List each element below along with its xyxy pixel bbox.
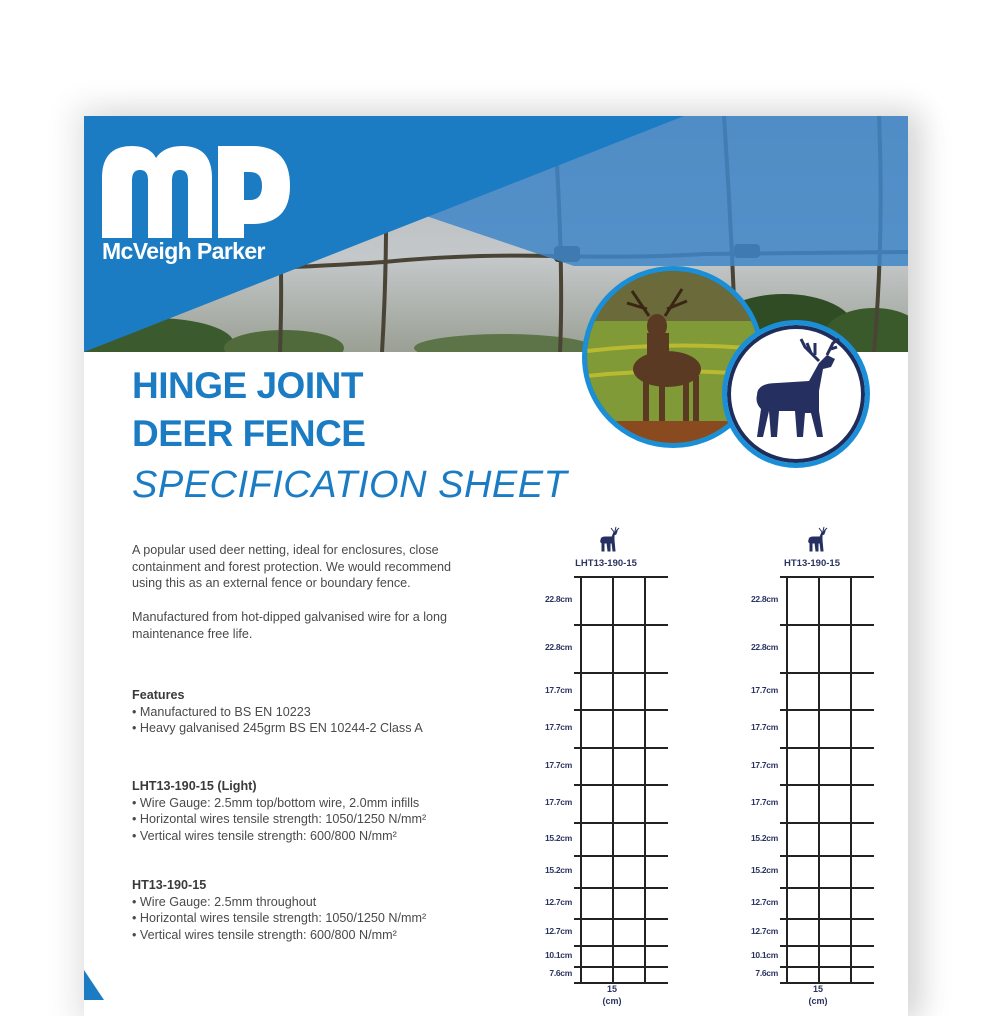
text-line: using this as an external fence or boundary fence. [132,576,411,590]
feature-item: • Heavy galvanised 245grm BS EN 10244-2 Class A [132,721,423,735]
spacing-label: 22.8cm [544,594,572,604]
fence-diagram-ht [734,526,894,1006]
horizontal-wire [574,966,668,968]
horizontal-wire [780,784,874,786]
text-line: Manufactured from hot-dipped galvanised wire for a long [132,610,448,624]
horizontal-wire [780,822,874,824]
vertical-wire [612,576,614,982]
intro-paragraph-1 [132,542,512,592]
spacing-label: 17.7cm [544,722,572,732]
deer-silhouette-badge [722,320,870,468]
fence-diagram-lht [528,526,688,1006]
spec-item: • Wire Gauge: 2.5mm top/bottom wire, 2.0mm infills [132,795,420,810]
feature-item: • Manufactured to BS EN 10223 [132,704,311,719]
spec-item: • Wire Gauge: 2.5mm throughout [132,894,317,909]
title-line-1: HINGE JOINT [132,365,363,406]
horizontal-wire [574,822,668,824]
spacing-label: 17.7cm [750,797,778,807]
page-subtitle: SPECIFICATION SHEET [132,464,568,506]
intro-paragraph-2 [132,609,512,642]
horizontal-wire [780,887,874,889]
spacing-label: 7.6cm [549,968,572,978]
spacing-label: 15.2cm [544,832,572,843]
spacing-label: 22.8cm [750,594,778,604]
features-heading: Features [132,688,185,702]
horizontal-wire [780,966,874,968]
deer-icon [598,526,620,552]
horizontal-wire [780,945,874,947]
deer-icon [727,325,865,463]
horizontal-wire [574,918,668,920]
horizontal-wire [574,945,668,947]
x-axis-unit: (cm) [808,996,828,1006]
brand-name: McVeigh Parker [102,238,265,264]
spacing-label: 15.2cm [750,865,778,875]
product-heading: LHT13-190-15 (Light) [132,779,257,793]
horizontal-wire [780,709,874,711]
vertical-wire [786,576,788,982]
text-line: containment and forest protection. We would recommend [132,559,451,574]
vertical-wire [818,576,820,982]
diagram-title: HT13-190-15 [784,558,840,569]
horizontal-wire [574,855,668,857]
spacing-label: 17.7cm [544,797,572,807]
spec-item: • Vertical wires tensile strength: 600/800 N/mm² [132,927,397,942]
spec-sheet-page [84,116,908,1016]
title-line-2: DEER FENCE [132,413,366,454]
horizontal-wire [574,887,668,889]
text-line: A popular used deer netting, ideal for enclosures, close [132,543,439,557]
horizontal-wire [574,672,668,674]
spec-item: • Vertical wires tensile strength: 600/800 N/mm² [132,828,397,843]
horizontal-wire [780,747,874,749]
spacing-label: 12.7cm [544,896,572,907]
spacing-label: 22.8cm [544,642,572,652]
horizontal-wire [574,784,668,786]
vertical-wire [580,576,582,982]
spacing-label: 17.7cm [750,722,778,732]
x-axis-label: 15 [606,984,617,994]
horizontal-wire [780,624,874,626]
spacing-label: 15.2cm [750,832,778,843]
spacing-label: 15.2cm [544,865,572,875]
product-ht-section [132,877,512,943]
text-line: maintenance free life. [132,626,253,641]
deer-icon [806,526,828,552]
spec-item: • Horizontal wires tensile strength: 1050/1250 N/mm² [132,911,427,925]
horizontal-wire [780,918,874,920]
diagram-title: LHT13-190-15 [575,558,637,569]
horizontal-wire [574,624,668,626]
horizontal-wire [780,672,874,674]
vertical-wire [850,576,852,982]
spacing-label: 12.7cm [544,925,572,936]
spacing-label: 17.7cm [544,759,572,770]
spacing-label: 10.1cm [544,949,572,960]
spec-item: • Horizontal wires tensile strength: 1050/1250 N/mm² [132,812,427,826]
horizontal-wire [574,576,668,578]
spacing-label: 17.7cm [750,684,778,695]
spacing-label: 17.7cm [544,684,572,695]
spacing-label: 22.8cm [750,642,778,652]
x-axis-label: 15 [812,984,823,994]
spacing-label: 17.7cm [750,759,778,770]
horizontal-wire [780,576,874,578]
features-section [132,687,512,737]
horizontal-wire [574,747,668,749]
header-banner [84,116,908,352]
spacing-label: 12.7cm [750,896,778,907]
spacing-label: 12.7cm [750,925,778,936]
vertical-wire [644,576,646,982]
horizontal-wire [780,855,874,857]
product-lht-section [132,778,512,844]
spacing-label: 7.6cm [755,968,778,978]
product-heading: HT13-190-15 [132,878,207,892]
horizontal-wire [574,709,668,711]
page-title [132,362,365,458]
x-axis-unit: (cm) [602,996,622,1006]
spacing-label: 10.1cm [750,949,778,960]
